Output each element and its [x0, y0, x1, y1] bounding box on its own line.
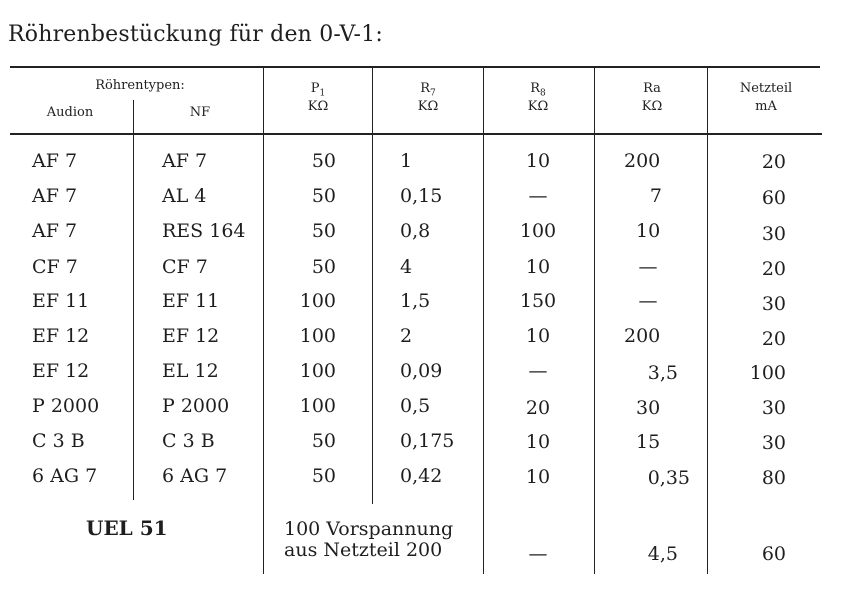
column-divider-audion-nf [133, 100, 134, 500]
column-divider-ra-netzteil [707, 68, 708, 574]
cell-r8: 10 [525, 431, 551, 453]
cell-netzteil: 30 [761, 397, 786, 419]
header-netzteil-unit: mA [755, 99, 777, 114]
cell-audion: 6 AG 7 [32, 465, 98, 487]
cell-r7: 1 [400, 150, 413, 172]
cell-audion: EF 12 [32, 325, 90, 347]
cell-audion: P 2000 [32, 395, 100, 417]
cell-nf: C 3 B [162, 430, 215, 452]
cell-ra: 200 [624, 150, 661, 172]
cell-ra: 7 [649, 185, 662, 207]
header-netzteil: Netzteil [739, 81, 793, 96]
cell-p1: 50 [311, 185, 336, 207]
cell-r7: 0,5 [400, 395, 431, 417]
uel-netzteil: 60 [761, 543, 786, 565]
uel-note-line-2: aus Netzteil 200 [284, 539, 443, 561]
cell-ra: 10 [636, 220, 661, 242]
uel-ra: 4,5 [647, 543, 678, 565]
cell-netzteil: 60 [761, 187, 786, 209]
cell-r7: 0,42 [400, 465, 443, 487]
cell-r8: — [528, 185, 548, 207]
header-audion: Audion [46, 105, 94, 120]
header-r8-unit: KΩ [527, 99, 549, 114]
header-r7-label: R [420, 81, 431, 96]
cell-r8: 10 [525, 150, 551, 172]
cell-ra: 3,5 [647, 362, 678, 384]
cell-audion: AF 7 [32, 185, 78, 207]
header-nf: NF [189, 105, 211, 120]
cell-r7: 0,175 [400, 430, 455, 452]
cell-r8: 10 [525, 325, 551, 347]
cell-r7: 1,5 [400, 290, 431, 312]
cell-r7: 4 [400, 256, 413, 278]
header-ra-unit: KΩ [641, 99, 663, 114]
cell-p1: 100 [299, 290, 336, 312]
cell-r7: 0,09 [400, 360, 443, 382]
cell-r7: 0,15 [400, 185, 443, 207]
cell-p1: 50 [311, 430, 336, 452]
cell-nf: CF 7 [162, 256, 208, 278]
header-r8-label: R [530, 81, 541, 96]
cell-netzteil: 30 [761, 293, 786, 315]
cell-audion: C 3 B [32, 430, 85, 452]
cell-r8: 150 [519, 290, 557, 312]
cell-p1: 50 [311, 465, 336, 487]
cell-r7: 0,8 [400, 220, 431, 242]
cell-nf: RES 164 [162, 220, 246, 242]
cell-nf: AF 7 [162, 150, 208, 172]
cell-audion: EF 11 [32, 290, 90, 312]
cell-audion: AF 7 [32, 220, 78, 242]
cell-nf: EL 12 [162, 360, 219, 382]
cell-r8: 100 [519, 220, 557, 242]
cell-r8: 20 [525, 397, 551, 419]
cell-p1: 50 [311, 150, 336, 172]
cell-p1: 100 [299, 325, 336, 347]
column-divider-nf-p1 [263, 68, 264, 574]
cell-r8: 10 [525, 256, 551, 278]
uel-tube-name: UEL 51 [86, 516, 168, 540]
cell-r8: 10 [525, 466, 551, 488]
cell-ra: 15 [636, 431, 661, 453]
header-r8-subscript: 8 [540, 88, 546, 99]
cell-p1: 100 [299, 360, 336, 382]
cell-ra: — [638, 256, 658, 278]
cell-p1: 50 [311, 256, 336, 278]
column-divider-p1-r7 [372, 68, 373, 504]
uel-note-line-1: 100 Vorspannung [284, 518, 454, 540]
cell-audion: CF 7 [32, 256, 78, 278]
cell-ra: — [638, 290, 658, 312]
column-divider-r8-ra [594, 68, 595, 574]
cell-nf: AL 4 [162, 185, 207, 207]
cell-r7: 2 [400, 325, 413, 347]
table-header-rule [10, 133, 822, 135]
cell-p1: 50 [311, 220, 336, 242]
header-r7-unit: KΩ [417, 99, 439, 114]
header-p1-unit: KΩ [307, 99, 329, 114]
cell-audion: AF 7 [32, 150, 78, 172]
page-title: Röhrenbestückung für den 0-V-1: [8, 22, 383, 47]
header-p1-subscript: 1 [319, 88, 326, 99]
cell-ra: 0,35 [647, 467, 690, 489]
cell-netzteil: 20 [761, 151, 786, 173]
cell-netzteil: 30 [761, 223, 786, 245]
column-divider-r7-r8 [483, 68, 484, 574]
cell-nf: EF 12 [162, 325, 220, 347]
cell-nf: 6 AG 7 [162, 465, 228, 487]
cell-netzteil: 20 [761, 328, 786, 350]
cell-netzteil: 80 [761, 467, 786, 489]
header-ra: Ra [643, 81, 661, 96]
cell-nf: EF 11 [162, 290, 220, 312]
header-r7-subscript: 7 [430, 88, 436, 99]
cell-netzteil: 100 [749, 362, 786, 384]
cell-netzteil: 20 [761, 258, 786, 280]
header-roehrentypen: Röhrentypen: [95, 78, 185, 93]
cell-nf: P 2000 [162, 395, 230, 417]
uel-r8: — [528, 543, 548, 565]
cell-ra: 30 [636, 397, 661, 419]
cell-netzteil: 30 [761, 432, 786, 454]
cell-audion: EF 12 [32, 360, 90, 382]
cell-ra: 200 [624, 325, 661, 347]
cell-r8: — [528, 360, 548, 382]
table-top-rule [10, 66, 820, 68]
header-p1-label: P [310, 81, 320, 96]
cell-p1: 100 [299, 395, 336, 417]
